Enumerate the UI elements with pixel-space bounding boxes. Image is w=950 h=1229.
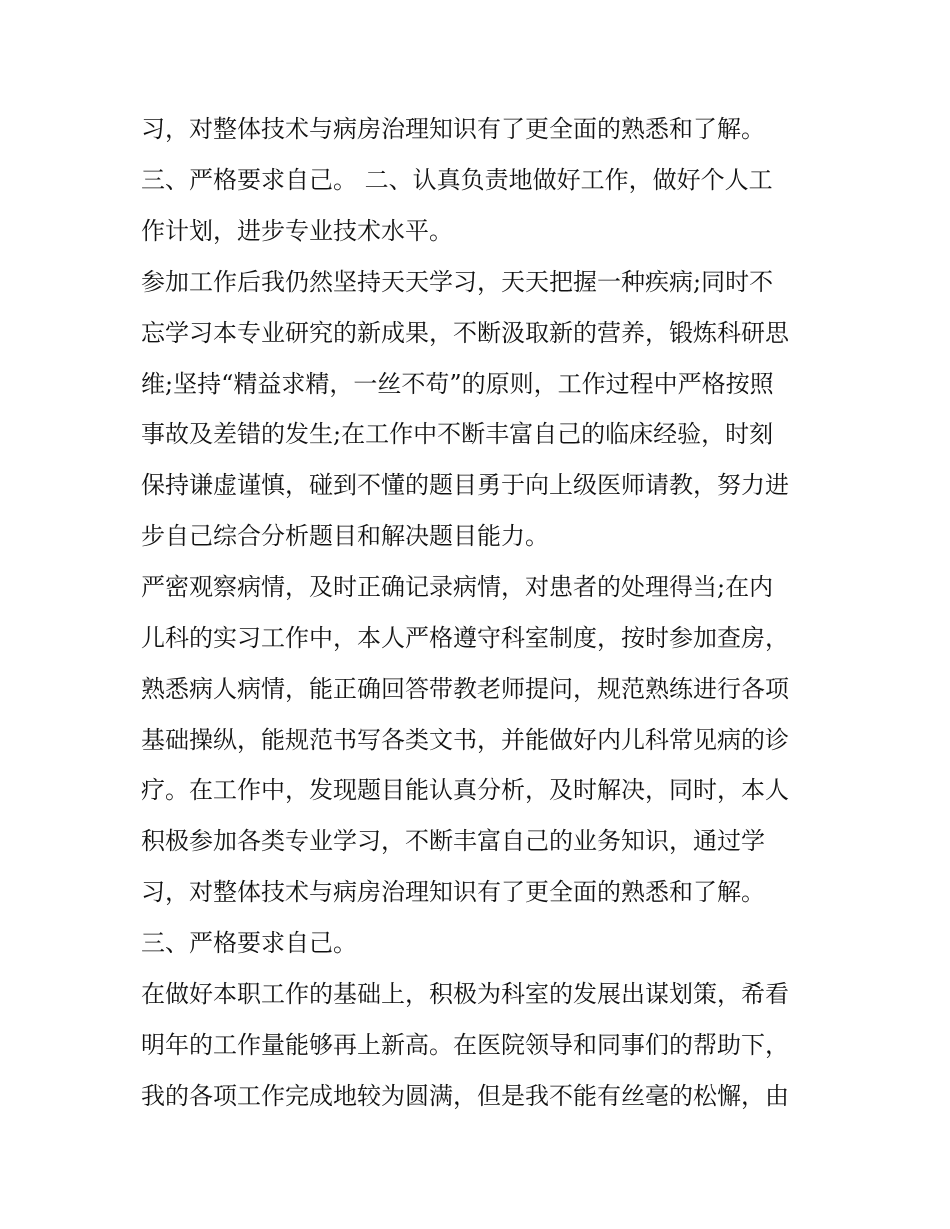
text-line: 三、严格要求自己。 二、认真负责地做好工作，做好个人工	[141, 166, 773, 194]
text-line: 习，对整体技术与病房治理知识有了更全面的熟悉和了解。	[141, 878, 765, 906]
text-line: 步自己综合分析题目和解决题目能力。	[141, 522, 549, 550]
text-line: 维;坚持“精益求精，一丝不苟”的原则，工作过程中严格按照	[141, 370, 774, 398]
text-line: 基础操纵，能规范书写各类文书，并能做好内儿科常见病的诊	[141, 726, 789, 754]
text-line: 我的各项工作完成地较为圆满，但是我不能有丝毫的松懈，由	[141, 1082, 789, 1110]
text-line: 作计划，进步专业技术水平。	[141, 217, 453, 245]
text-line: 疗。在工作中，发现题目能认真分析，及时解决，同时，本人	[141, 776, 789, 804]
text-line: 积极参加各类专业学习，不断丰富自己的业务知识，通过学	[141, 827, 765, 855]
text-line: 忘学习本专业研究的新成果，不断汲取新的营养，锻炼科研思	[141, 319, 789, 347]
text-line: 事故及差错的发生;在工作中不断丰富自己的临床经验，时刻	[141, 420, 774, 448]
text-line: 明年的工作量能够再上新高。在医院领导和同事们的帮助下，	[141, 1031, 789, 1059]
text-line: 参加工作后我仍然坚持天天学习，天天把握一种疾病;同时不	[141, 268, 774, 296]
text-line: 严密观察病情，及时正确记录病情，对患者的处理得当;在内	[141, 573, 774, 601]
text-line: 熟悉病人病情，能正确回答带教老师提问，规范熟练进行各项	[141, 675, 789, 703]
text-line: 习，对整体技术与病房治理知识有了更全面的熟悉和了解。	[141, 115, 765, 143]
text-line: 三、严格要求自己。	[141, 929, 357, 957]
text-line: 儿科的实习工作中，本人严格遵守科室制度，按时参加查房，	[141, 624, 789, 652]
text-line: 在做好本职工作的基础上，积极为科室的发展出谋划策，希看	[141, 980, 789, 1008]
text-line: 保持谦虚谨慎，碰到不懂的题目勇于向上级医师请教，努力进	[141, 471, 789, 499]
